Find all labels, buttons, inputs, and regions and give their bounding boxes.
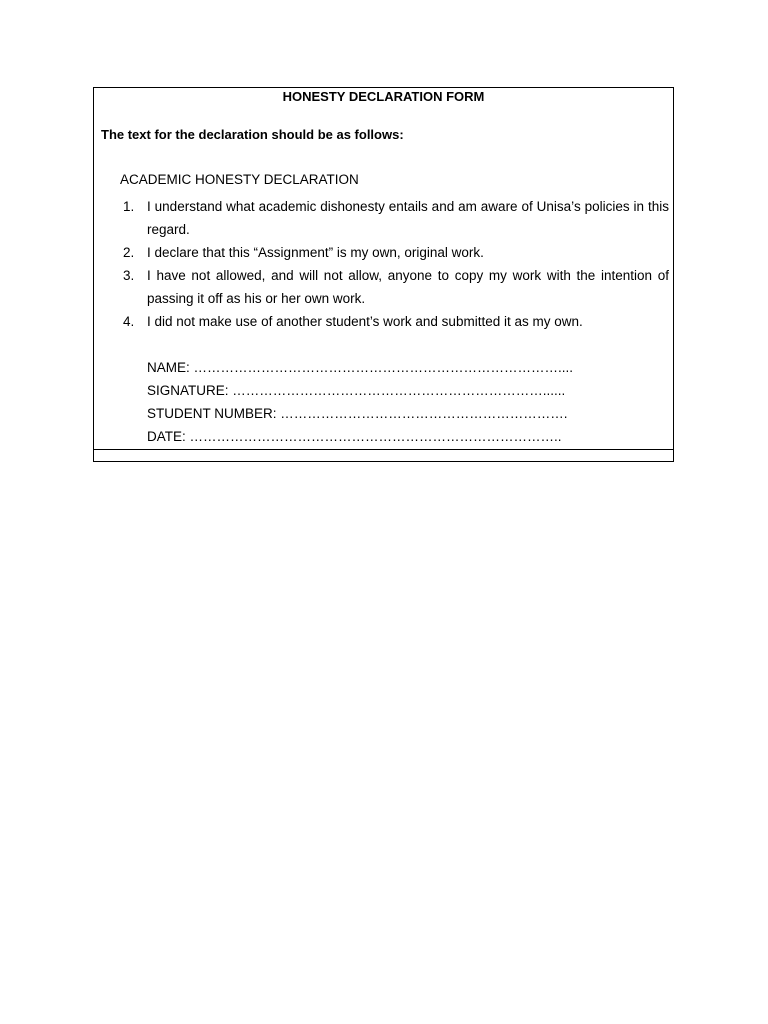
item-number: 1. xyxy=(123,199,135,214)
declaration-item xyxy=(116,195,669,241)
name-field: NAME: ……………………………………………………………………….... xyxy=(147,360,574,375)
signature-fields xyxy=(147,356,573,448)
item-number: 3. xyxy=(123,268,135,283)
declaration-item xyxy=(116,310,669,333)
item-number: 2. xyxy=(123,245,135,260)
item-text: I declare that this “Assignment” is my own, original work. xyxy=(147,245,484,260)
bottom-divider xyxy=(94,449,673,450)
declaration-form xyxy=(93,87,674,462)
form-intro: The text for the declaration should be as follows: xyxy=(101,127,404,142)
declaration-item xyxy=(116,241,669,264)
item-text: I understand what academic dishonesty entails and am aware of Unisa’s policies in this regard. xyxy=(147,199,669,237)
declaration-item xyxy=(116,264,669,310)
item-text: I have not allowed, and will not allow, anyone to copy my work with the intention of passing it off as his or her own work. xyxy=(147,268,669,306)
declaration-heading: ACADEMIC HONESTY DECLARATION xyxy=(120,172,359,187)
form-title: HONESTY DECLARATION FORM xyxy=(282,89,485,104)
item-text: I did not make use of another student’s work and submitted it as my own. xyxy=(147,314,583,329)
student-number-field: STUDENT NUMBER: ………………………………………………………. xyxy=(147,406,568,421)
signature-field: SIGNATURE: ……………………………………………………………...... xyxy=(147,383,566,398)
date-field: DATE: ……………………………………………………………………….. xyxy=(147,429,562,444)
declaration-list xyxy=(116,195,669,333)
item-number: 4. xyxy=(123,314,135,329)
